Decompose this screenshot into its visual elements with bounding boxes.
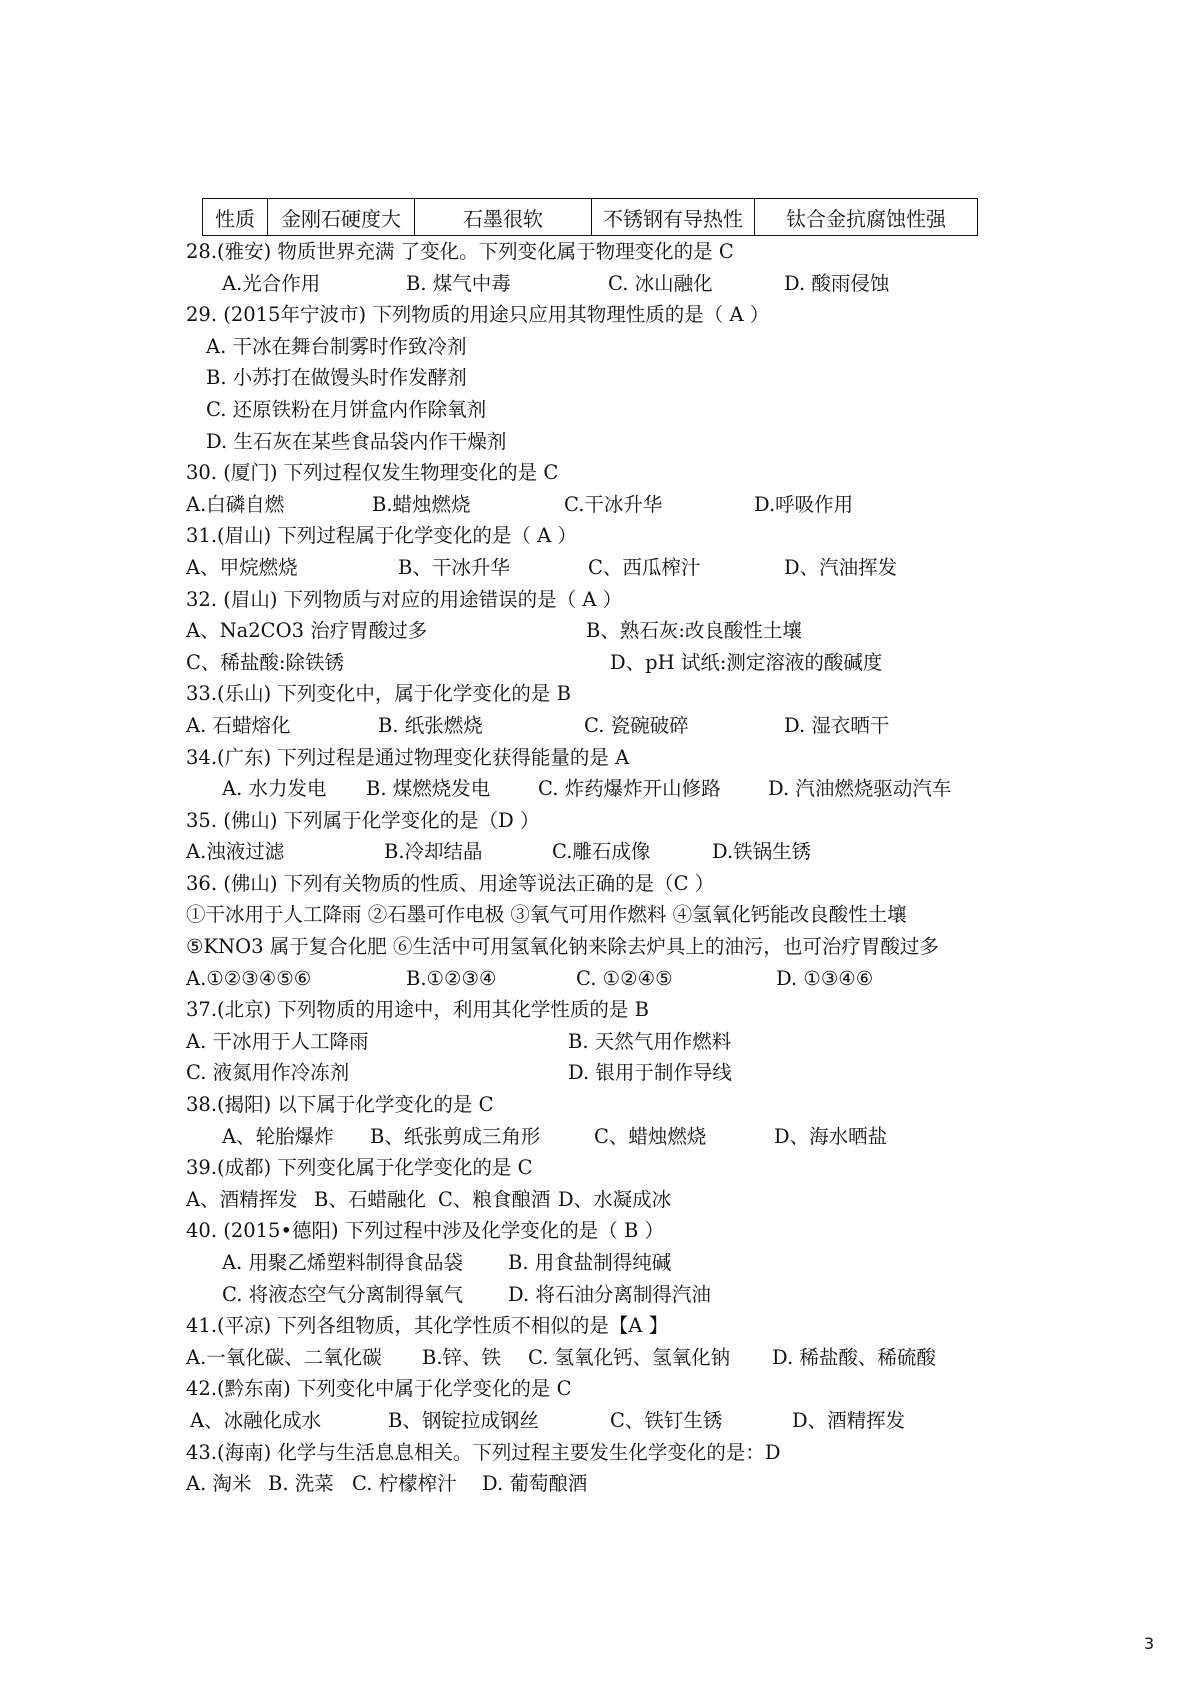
option: D.铁锅生锈: [712, 840, 812, 864]
option: A.浊液过滤: [186, 840, 285, 864]
option: A.①②③④⑤⑥: [186, 966, 312, 990]
option: C. 氢氧化钙、氢氧化钠: [528, 1345, 731, 1369]
option: A、Na2CO3 治疗胃酸过多: [186, 619, 428, 643]
options-row: [186, 552, 1146, 584]
options-row: [186, 1405, 1146, 1437]
option: B. 洗菜: [268, 1472, 334, 1496]
option: D. 银用于制作导线: [568, 1061, 732, 1085]
option: B、钢锭拉成钢丝: [388, 1408, 539, 1432]
option: A、冰融化成水: [190, 1408, 322, 1432]
option: D. 酸雨侵蚀: [784, 271, 890, 295]
option: C、西瓜榨汁: [588, 555, 701, 579]
option: A. 水力发电: [222, 777, 327, 801]
option: A. 用聚乙烯塑料制得食品袋: [222, 1251, 463, 1274]
statement-line: ①干冰用于人工降雨 ②石墨可作电极 ③氧气可用作燃料 ④氢氧化钙能改良酸性土壤: [186, 903, 907, 927]
option: B、干冰升华: [398, 555, 510, 579]
question-stem: 42.(黔东南) 下列变化中属于化学变化的是 C: [186, 1377, 572, 1401]
option: C. 炸药爆炸开山修路: [538, 777, 721, 801]
question-stem: 38.(揭阳) 以下属于化学变化的是 C: [186, 1093, 494, 1117]
question-stem: 40. (2015•德阳) 下列过程中涉及化学变化的是（ B ）: [186, 1219, 664, 1243]
question-stem: 30. (厦门) 下列过程仅发生物理变化的是 C: [186, 461, 559, 485]
table-cell: 性质: [203, 199, 268, 236]
option: D. 葡萄酿酒: [482, 1472, 588, 1496]
statement-line: ⑤KNO3 属于复合化肥 ⑥生活中可用氢氧化钠来除去炉具上的油污，也可治疗胃酸过多: [186, 935, 939, 959]
option: A. 干冰在舞台制雾时作致冷剂: [206, 334, 467, 358]
options-row: [186, 1247, 1146, 1279]
option: B.蜡烛燃烧: [372, 492, 471, 516]
option: D. 稀盐酸、稀硫酸: [772, 1345, 936, 1369]
option: C、铁钉生锈: [610, 1408, 723, 1432]
option: C、稀盐酸:除铁锈: [186, 650, 344, 674]
option: C. 冰山融化: [608, 271, 713, 295]
option: A. 干冰用于人工降雨: [186, 1029, 369, 1053]
option: B、石蜡融化: [314, 1187, 426, 1211]
option: C.干冰升华: [564, 492, 663, 516]
option: D、水凝成冰: [558, 1187, 672, 1211]
option: A. 淘米: [186, 1472, 252, 1496]
question-stem: 29. (2015年宁波市) 下列物质的用途只应用其物理性质的是（ A ）: [186, 303, 770, 327]
option: D、汽油挥发: [784, 555, 898, 579]
option: B. 小苏打在做馒头时作发酵剂: [206, 366, 467, 390]
option: A、甲烷燃烧: [186, 555, 298, 579]
option: D、pH 试纸:测定溶液的酸碱度: [610, 650, 883, 674]
option: C. 还原铁粉在月饼盒内作除氧剂: [206, 397, 487, 421]
option: C、蜡烛燃烧: [594, 1124, 707, 1148]
option: D. ①③④⑥: [776, 966, 874, 990]
options-row: [186, 1026, 1146, 1058]
option: D、酒精挥发: [792, 1408, 906, 1432]
question-stem: 35. (佛山) 下列属于化学变化的是（D ）: [186, 808, 540, 832]
option: C. 柠檬榨汁: [352, 1472, 457, 1496]
page-number: 3: [1144, 1634, 1155, 1653]
options-row: [186, 1057, 1146, 1089]
options-row: [186, 963, 1146, 995]
question-stem: 37.(北京) 下列物质的用途中，利用其化学性质的是 B: [186, 998, 649, 1022]
options-row: [186, 773, 1146, 805]
question-stem: 32. (眉山) 下列物质与对应的用途错误的是（ A ）: [186, 587, 623, 611]
option: A.白磷自燃: [186, 492, 285, 516]
properties-table: [202, 198, 978, 236]
option: C. 瓷碗破碎: [584, 713, 689, 737]
option: B. 用食盐制得纯碱: [508, 1251, 672, 1274]
option: C. 液氮用作冷冻剂: [186, 1061, 350, 1085]
question-stem: 36. (佛山) 下列有关物质的性质、用途等说法正确的是（C ）: [186, 871, 715, 895]
option: A、轮胎爆炸: [222, 1124, 334, 1148]
options-row: [186, 710, 1146, 742]
option: D、海水晒盐: [774, 1124, 888, 1148]
options-row: [186, 647, 1146, 679]
option: C. 将液态空气分离制得氧气: [222, 1282, 464, 1306]
option: B.锌、铁: [422, 1345, 502, 1369]
option: C.雕石成像: [552, 840, 651, 864]
options-row: [186, 836, 1146, 868]
question-stem: 34.(广东) 下列过程是通过物理变化获得能量的是 A: [186, 745, 630, 769]
option: A. 石蜡熔化: [186, 713, 291, 737]
option: B. 纸张燃烧: [378, 713, 483, 737]
table-cell: 不锈钢有导热性: [592, 199, 755, 236]
option: D. 汽油燃烧驱动汽车: [768, 777, 952, 801]
option: A.一氧化碳、二氧化碳: [186, 1345, 382, 1369]
question-list: [186, 236, 1146, 1500]
options-row: [186, 268, 1146, 300]
option: D. 湿衣晒干: [784, 713, 890, 737]
option: D. 将石油分离制得汽油: [508, 1282, 711, 1306]
option: B. 煤燃烧发电: [366, 777, 491, 801]
option: B、熟石灰:改良酸性土壤: [586, 619, 802, 643]
question-stem: 43.(海南) 化学与生活息息相关。下列过程主要发生化学变化的是：D: [186, 1440, 781, 1464]
table-cell: 金刚石硬度大: [268, 199, 415, 236]
table-cell: 钛合金抗腐蚀性强: [755, 199, 978, 236]
options-row: [186, 615, 1146, 647]
option: A、酒精挥发: [186, 1187, 298, 1211]
options-row: [186, 1184, 1146, 1216]
option: A.光合作用: [222, 271, 321, 295]
option: B. 天然气用作燃料: [568, 1029, 732, 1053]
question-stem: 33.(乐山) 下列变化中，属于化学变化的是 B: [186, 682, 571, 706]
option: D.呼吸作用: [754, 492, 854, 516]
option: B. 煤气中毒: [406, 271, 511, 295]
options-row: [186, 1279, 1146, 1311]
option: C、粮食酿酒: [438, 1187, 551, 1211]
table-row: [203, 199, 978, 236]
option: B、纸张剪成三角形: [370, 1124, 541, 1148]
question-stem: 41.(平凉) 下列各组物质，其化学性质不相似的是【A 】: [186, 1314, 669, 1338]
option: B.冷却结晶: [384, 840, 483, 864]
table-cell: 石墨很软: [415, 199, 592, 236]
options-row: [186, 1468, 1146, 1500]
option: B.①②③④: [406, 966, 497, 990]
option: C. ①②④⑤: [576, 966, 673, 990]
options-row: [186, 1121, 1146, 1153]
option: D. 生石灰在某些食品袋内作干燥剂: [206, 429, 507, 453]
question-stem: 28.(雅安) 物质世界充满 了变化。下列变化属于物理变化的是 C: [186, 240, 734, 263]
options-row: [186, 1342, 1146, 1374]
options-row: [186, 489, 1146, 521]
question-stem: 31.(眉山) 下列过程属于化学变化的是（ A ）: [186, 524, 577, 548]
question-stem: 39.(成都) 下列变化属于化学变化的是 C: [186, 1156, 533, 1180]
